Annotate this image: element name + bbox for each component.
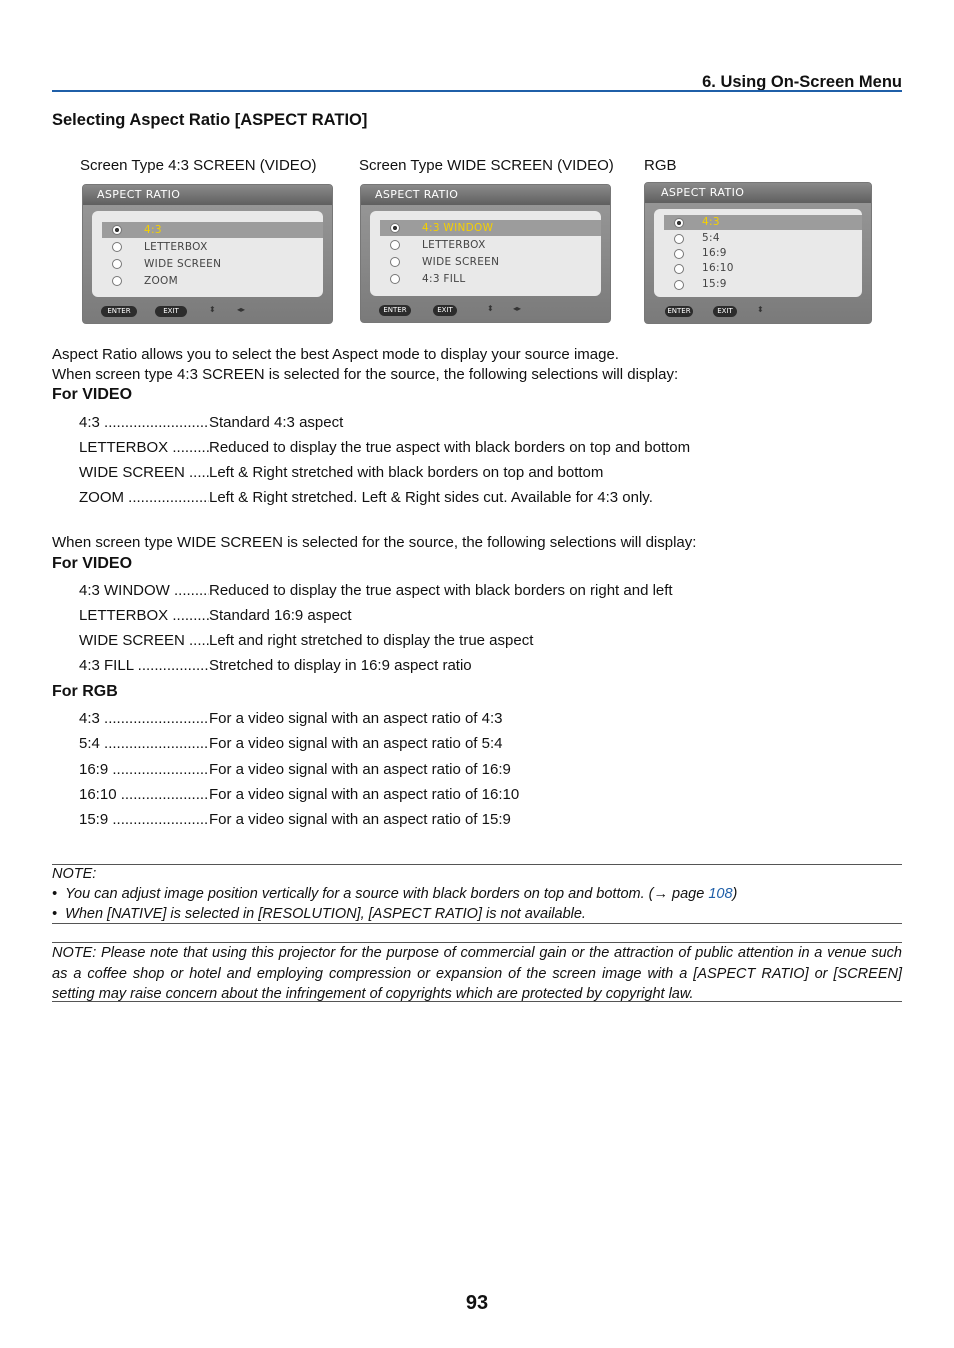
aspect-menu-rgb: [644, 182, 872, 324]
list-item: [79, 607, 352, 624]
up-down-arrow-icon: ⬍: [209, 305, 216, 314]
option-label: 15:9: [702, 278, 727, 290]
option-5-4[interactable]: [664, 231, 862, 246]
section-title: Selecting Aspect Ratio [ASPECT RATIO]: [52, 111, 368, 129]
page-number: 93: [465, 1292, 489, 1314]
radio-icon: [390, 257, 400, 267]
item-desc: Reduced to display the true aspect with black borders on top and bottom: [209, 439, 691, 456]
item-key: ZOOM .....: [79, 489, 209, 506]
item-desc: Standard 4:3 aspect: [209, 414, 344, 431]
up-down-arrow-icon: ⬍: [757, 305, 764, 314]
item-desc: Reduced to display the true aspect with black borders on right and left: [209, 582, 673, 599]
note-rule-top: [52, 864, 902, 865]
radio-icon: [112, 225, 122, 235]
option-wide-screen[interactable]: [380, 254, 601, 270]
list-item: [79, 735, 503, 752]
option-wide-screen[interactable]: [102, 256, 323, 272]
wide-intro-text: When screen type WIDE SCREEN is selected for the source, the following selections will display:: [52, 534, 697, 551]
list-item: [79, 414, 343, 431]
item-desc: Standard 16:9 aspect: [209, 607, 352, 624]
exit-button[interactable]: EXIT: [713, 306, 737, 317]
chapter-title: 6. Using On-Screen Menu: [702, 73, 902, 91]
exit-button[interactable]: EXIT: [433, 305, 457, 316]
item-key: WIDE SCREEN .....: [79, 632, 209, 649]
option-16-9[interactable]: [664, 246, 862, 261]
radio-icon: [112, 276, 122, 286]
option-label: 16:9: [702, 247, 727, 259]
item-desc: Stretched to display in 16:9 aspect ratio: [209, 657, 472, 674]
note-bullet-2: • When [NATIVE] is selected in [RESOLUTION], [ASPECT RATIO] is not available.: [52, 906, 586, 922]
radio-icon: [390, 240, 400, 250]
menu-title: ASPECT RATIO: [645, 183, 871, 203]
screen-caption-4-3: Screen Type 4:3 SCREEN (VIDEO): [80, 157, 317, 174]
item-desc: For a video signal with an aspect ratio of 4:3: [209, 710, 503, 727]
item-key: 4:3 .....: [79, 414, 209, 431]
enter-button[interactable]: ENTER: [101, 306, 137, 317]
item-key: LETTERBOX .....: [79, 607, 209, 624]
item-key: 15:9 .....: [79, 811, 209, 828]
aspect-menu-4-3: [82, 184, 333, 324]
option-label: 16:10: [702, 262, 734, 274]
exit-button[interactable]: EXIT: [155, 306, 187, 317]
item-desc: For a video signal with an aspect ratio of 15:9: [209, 811, 511, 828]
option-label: LETTERBOX: [422, 239, 486, 251]
list-item: [79, 489, 653, 506]
option-label: WIDE SCREEN: [144, 258, 222, 270]
list-item: [79, 439, 690, 456]
option-letterbox[interactable]: [380, 237, 601, 253]
option-label: 4:3 WINDOW: [422, 222, 494, 234]
enter-button[interactable]: ENTER: [379, 305, 411, 316]
item-key: WIDE SCREEN .....: [79, 464, 209, 481]
item-desc: For a video signal with an aspect ratio of 5:4: [209, 735, 503, 752]
intro-text-2: When screen type 4:3 SCREEN is selected for the source, the following selections will display:: [52, 366, 679, 383]
for-rgb-heading: For RGB: [52, 683, 118, 700]
radio-icon: [390, 274, 400, 284]
radio-icon: [674, 218, 684, 228]
left-right-arrow-icon: ◂▸: [513, 304, 522, 313]
up-down-arrow-icon: ⬍: [487, 304, 494, 313]
option-label: 4:3: [144, 224, 162, 236]
list-item: [79, 632, 533, 649]
option-zoom[interactable]: [102, 273, 323, 289]
option-4-3-fill[interactable]: [380, 271, 601, 287]
option-label: WIDE SCREEN: [422, 256, 500, 268]
list-item: [79, 657, 472, 674]
item-desc: Left and right stretched to display the true aspect: [209, 632, 534, 649]
radio-icon: [674, 249, 684, 259]
item-key: LETTERBOX .....: [79, 439, 209, 456]
note-bullet-1: • You can adjust image position vertically for a source with black borders on top and bottom. (→ page 108): [52, 886, 738, 902]
option-16-10[interactable]: [664, 261, 862, 276]
option-4-3[interactable]: [664, 215, 862, 230]
item-key: 4:3 .....: [79, 710, 209, 727]
note-text: When [NATIVE] is selected in [RESOLUTION], [ASPECT RATIO] is not available.: [65, 906, 586, 922]
screen-caption-wide: Screen Type WIDE SCREEN (VIDEO): [359, 157, 614, 174]
list-item: [79, 582, 673, 599]
for-video-heading: For VIDEO: [52, 386, 133, 403]
option-4-3[interactable]: [102, 222, 323, 238]
option-letterbox[interactable]: [102, 239, 323, 255]
note-text: ): [732, 886, 738, 902]
for-video-heading-2: For VIDEO: [52, 555, 133, 572]
aspect-menu-wide: [360, 184, 611, 323]
item-key: 5:4 .....: [79, 735, 209, 752]
menu-title: ASPECT RATIO: [83, 185, 332, 205]
radio-icon: [674, 280, 684, 290]
left-right-arrow-icon: ◂▸: [237, 305, 246, 314]
option-label: ZOOM: [144, 275, 178, 287]
menu-title: ASPECT RATIO: [361, 185, 610, 205]
radio-icon: [674, 234, 684, 244]
radio-icon: [112, 259, 122, 269]
item-key: 16:9 .....: [79, 761, 209, 778]
list-item: [79, 464, 603, 481]
note-text: You can adjust image position vertically for a source with black borders on top and bottom. (→ page: [65, 886, 709, 902]
enter-button[interactable]: ENTER: [665, 306, 693, 317]
intro-text: Aspect Ratio allows you to select the best Aspect mode to display your source image.: [52, 346, 619, 363]
item-desc: Left & Right stretched with black borders on top and bottom: [209, 464, 604, 481]
radio-icon: [674, 264, 684, 274]
item-desc: Left & Right stretched. Left & Right sides cut. Available for 4:3 only.: [209, 489, 653, 506]
option-label: LETTERBOX: [144, 241, 208, 253]
item-key: 4:3 FILL .....: [79, 657, 209, 674]
list-item: [79, 761, 511, 778]
option-4-3-window[interactable]: [380, 220, 601, 236]
option-label: 4:3: [702, 216, 720, 228]
radio-icon: [390, 223, 400, 233]
option-15-9[interactable]: [664, 277, 862, 292]
item-key: 16:10 .....: [79, 786, 209, 803]
list-item: [79, 710, 503, 727]
radio-icon: [112, 242, 122, 252]
screen-caption-rgb: RGB: [644, 157, 677, 174]
item-key: 4:3 WINDOW .....: [79, 582, 209, 599]
page-link[interactable]: 108: [708, 886, 733, 902]
copyright-note: NOTE: Please note that using this projector for the purpose of commercial gain or the attraction of public attention in a venue such as a coffee shop or hotel and employing compression or expansion of the screen image with a [ASPECT RATIO] or [SCREEN] setting may raise concern about the infringement of copyrights which are protected by copyright law.: [52, 945, 902, 1002]
list-item: [79, 811, 511, 828]
header-rule: [52, 90, 902, 92]
item-desc: For a video signal with an aspect ratio of 16:9: [209, 761, 511, 778]
option-label: 4:3 FILL: [422, 273, 466, 285]
item-desc: For a video signal with an aspect ratio of 16:10: [209, 786, 520, 803]
note-label: NOTE:: [52, 866, 97, 882]
list-item: [79, 786, 519, 803]
note-rule-bottom: [52, 923, 902, 924]
option-label: 5:4: [702, 232, 720, 244]
note2-rule-bottom: [52, 1001, 902, 1002]
